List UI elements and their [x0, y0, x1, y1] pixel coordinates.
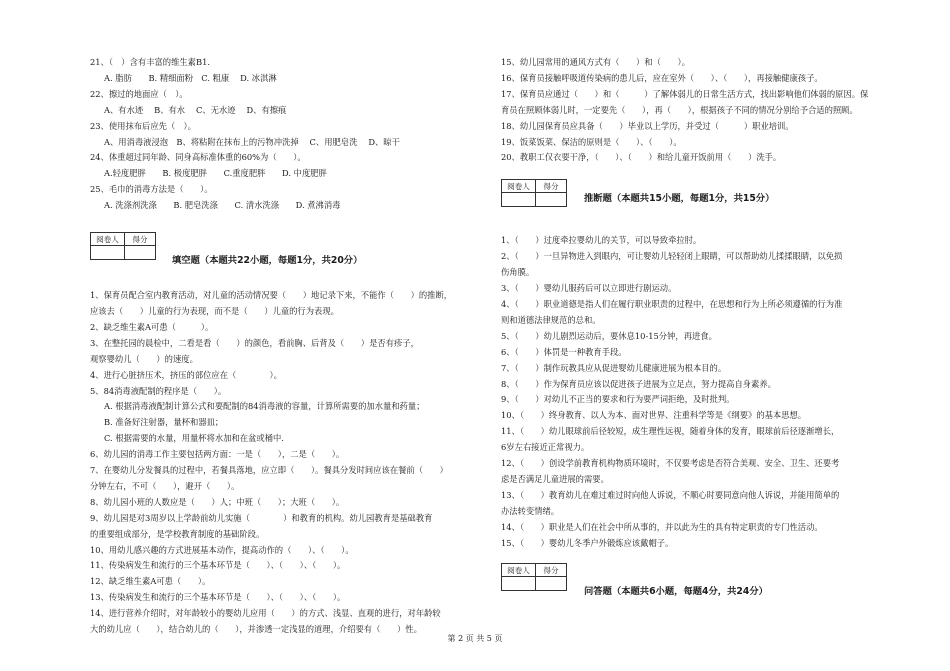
score-label: 得分 — [536, 564, 567, 577]
question-line: 24、体重超过同年龄、同身高标准体重的60%为（ ）。 — [90, 152, 306, 163]
grader-label: 阅卷人 — [502, 564, 536, 577]
question-line: 虑是否满足儿童进展的需要。 — [501, 473, 609, 484]
question-line: 2、缺乏维生素A可患（ ）。 — [90, 321, 214, 332]
score-box — [501, 179, 567, 207]
question-line: 1、保育员配合室内教育活动，对儿童的活动情况要（ ）地记录下来，不能作（ ）的推断， — [90, 290, 453, 301]
question-line: 观察婴幼儿（ ）的速度。 — [90, 353, 198, 364]
question-line: 5、84消毒液配制的程序是（ ）。 — [90, 385, 227, 396]
judge-question-list — [501, 233, 896, 551]
question-line: 6、幼儿园的消毒工作主要包括两方面：一是（ ），二是（ ）。 — [90, 449, 345, 460]
question-line: 13、（ ）教育幼儿在难过难过时向他人诉说，不顺心时要同意向他人诉说，并能用简单的 — [501, 489, 840, 500]
judge-section-header — [501, 179, 896, 227]
question-line: 3、在整托园的晨检中，二看是看（ ）的颜色，看前胸、后背及（ ）是否有疹子， — [90, 337, 419, 348]
question-line: 3、（ ）婴幼儿服药后可以立即进行剧运动。 — [501, 283, 677, 294]
question-line: 14、进行营养介绍时，对年龄较小的婴幼儿应用（ ）的方式、浅显、直观的进行，对年龄较 — [90, 608, 441, 619]
question-line: 8、幼儿园小班的人数应是（ ）人；中班（ ）；大班（ ）。 — [90, 496, 345, 507]
question-line: A、用消毒液浸泡 B、将粘附在抹布上的污物冲洗掉 C、用肥皂洗 D、晾干 — [104, 136, 400, 147]
question-line: 育员在照顾体弱儿时，一定要先（ ），再（ ），根据孩子不同的情况分别给予合适的照顾。 — [501, 104, 858, 115]
question-line: 12、（ ）创设学前教育机构物质环境时，不仅要考虑是否符合美观、安全、卫生、还要考 — [501, 458, 840, 469]
question-line: 4、进行心脏挤压术，挤压的部位应在（ ）。 — [90, 369, 282, 380]
question-line: 2、（ ）一旦异物进入到眼内，可让婴幼儿轻轻闭上眼睛，可以帮助幼儿揉揉眼睛，以免损 — [501, 251, 843, 262]
question-line: 11、（ ）幼儿眼球前后径较短，成生理性远视，随着身体的发育，眼球前后径逐渐增长， — [501, 426, 840, 437]
question-line: 15、幼儿园常用的通风方式有（ ）和（ ）。 — [501, 57, 690, 67]
question-line: A. 脂肪 B. 精细面粉 C. 粗康 D. 冰淇淋 — [104, 72, 277, 83]
question-line: 9、幼儿园是对3周岁以上学龄前幼儿实施（ ）和教育的机构。幼儿园教育是基础教育 — [90, 512, 433, 523]
fill-question-list-cont — [501, 55, 896, 166]
question-line: A.轻度肥胖 B. 极度肥胖 C.重度肥胖 D. 中度肥胖 — [104, 168, 327, 179]
qa-section-title: 问答题（本题共6小题，每题4分，共24分） — [584, 586, 768, 598]
fill-question-list — [90, 288, 480, 638]
question-line: 10、（ ）终身教育、以人为本、面对世界、注重科学等是《纲要》的基本思想。 — [501, 410, 807, 421]
question-line: B. 准备好注射器，量杯和器皿； — [104, 417, 224, 428]
question-line: 9、（ ）对幼儿不正当的要求和行为要严词拒绝，及时批判。 — [501, 394, 735, 405]
question-line: 16、保育员接触呼吸道传染病的患儿后，应在室外（ ）、（ ），再接触健康孩子。 — [501, 72, 823, 83]
question-line: 的重要组成部分，是学校教育制度的基础阶段。 — [90, 528, 265, 539]
score-box — [90, 232, 156, 260]
question-line: 大的幼儿应（ ），结合幼儿的（ ），并渗透一定浅显的道理，介绍要有（ ）性。 — [90, 624, 422, 635]
question-line: 办法转变情绪。 — [501, 505, 560, 516]
question-line: 21、（ ）含有丰富的维生素B1. — [90, 57, 210, 67]
question-line: 6岁左右接近正常视力。 — [501, 442, 590, 453]
question-line: 19、饭菜饭菜、保洁的原则是（ ）、（ ）。 — [501, 136, 682, 147]
fill-section-title: 填空题（本题共22小题，每题1分，共20分） — [172, 255, 363, 267]
grader-label: 阅卷人 — [502, 180, 536, 193]
question-line: 22、擦过的地面应（ ）。 — [90, 88, 188, 99]
page-footer: 第 2 页 共 5 页 — [447, 634, 503, 643]
question-line: 11、传染病发生和流行的三个基本环节是（ ）、（ ）、（ ）。 — [90, 560, 346, 571]
judge-section-title: 推断题（本题共15小题，每题1分，共15分） — [584, 193, 775, 205]
question-line: 20、教职工仅衣要干净，（ ）、（ ）和给儿童开饭前用（ ）洗手。 — [501, 152, 782, 163]
question-line: 25、毛巾的消毒方法是（ ）。 — [90, 184, 213, 195]
question-line: 8、（ ）作为保育员应该以促进孩子进展为立足点，努力提高自身素养。 — [501, 378, 776, 389]
question-line: 1、（ ）过度牵拉婴幼儿的关节，可以导致牵拉肘。 — [501, 235, 702, 246]
right-column — [501, 55, 896, 611]
question-line: 15、（ ）婴幼儿冬季户外锻炼应该戴帽子。 — [501, 537, 674, 548]
question-line: 6、（ ）体罚是一种教育手段。 — [501, 346, 627, 357]
question-line: 7、在婴幼儿分发餐具的过程中，若餐具落地，应立即（ ）。餐具分发时间应该在餐前（ ） — [90, 465, 448, 476]
qa-section-header — [501, 563, 896, 611]
score-label: 得分 — [125, 233, 156, 246]
question-line: 17、保育员应通过（ ）和（ ）了解体弱儿的日常生活方式，找出影响他们体弱的原因。保 — [501, 88, 869, 99]
question-line: 分钟左右，不可（ ），避开（ ）。 — [90, 480, 240, 491]
score-label: 得分 — [536, 180, 567, 193]
question-line: A. 洗涤剂洗涤 B. 肥皂洗涤 C. 清水洗涤 D. 煮沸消毒 — [104, 200, 341, 211]
fill-section-header — [90, 232, 480, 280]
mc-question-list — [90, 55, 480, 214]
question-line: C. 根据需要的水量，用量杯将水加和在盆或桶中. — [104, 433, 284, 444]
left-column — [90, 55, 480, 638]
question-line: A. 根据消毒液配制计算公式和要配制的84消毒液的容量，计算所需要的加水量和药量； — [104, 401, 425, 412]
question-line: 7、（ ）制作玩教具应从促进婴幼儿健康进展为根本目的。 — [501, 362, 727, 373]
question-line: 10、用幼儿感兴趣的方式进展基本动作，提高动作的（ ）、（ ）。 — [90, 544, 354, 555]
score-box — [501, 563, 567, 591]
question-line: 4、（ ）职业道德是指人们在履行职业职责的过程中，在思想和行为上所必须遵循的行为准 — [501, 298, 843, 309]
question-line: 12、缺乏维生素A可患（ ）。 — [90, 576, 211, 587]
question-line: 23、使用抹布后应先（ ）。 — [90, 120, 196, 131]
grader-label: 阅卷人 — [91, 233, 125, 246]
question-line: 5、（ ）幼儿剧烈运动后，要休息10-15分钟，再进食。 — [501, 330, 717, 341]
question-line: 18、幼儿园保育员应具备（ ）毕业以上学历，并受过（ ）职业培训。 — [501, 120, 794, 131]
question-line: A、有水迹 B、有水 C、无水迹 D、有擦痕 — [104, 104, 287, 115]
question-line: 13、传染病发生和流行的三个基本环节是（ ）、（ ）、（ ）。 — [90, 592, 346, 603]
question-line: 伤角膜。 — [501, 267, 535, 278]
question-line: 14、（ ）职业是人们在社会中所从事的，并以此为生的具有特定职责的专门性活动。 — [501, 521, 823, 532]
question-line: 应该去（ ）儿童的行为表现，而不是（ ）儿童的行为表现。 — [90, 305, 339, 316]
question-line: 则和道德法律规范的总和。 — [501, 314, 601, 325]
